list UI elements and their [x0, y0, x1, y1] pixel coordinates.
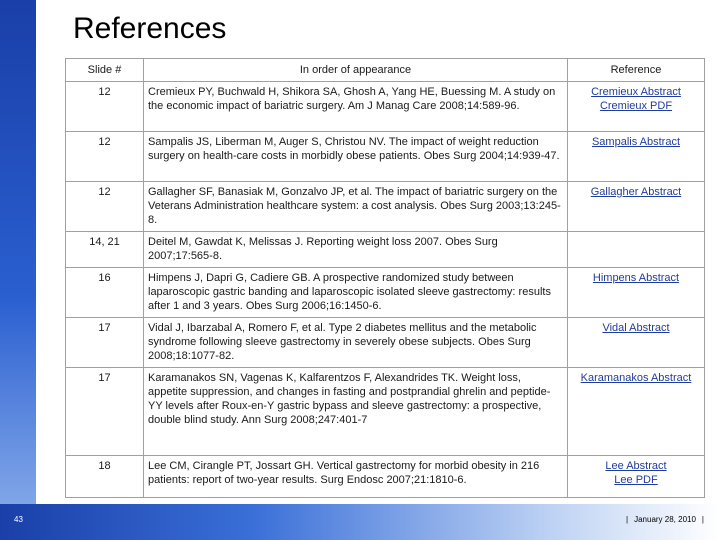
reference-link[interactable]: Lee PDF [614, 474, 658, 486]
reference-link[interactable]: Sampalis Abstract [591, 136, 681, 148]
table-row [66, 232, 705, 268]
left-decorative-bar [0, 0, 36, 540]
citation-cell: Himpens J, Dapri G, Cadiere GB. A prospective randomized study between laparoscopic gastric banding and laparoscopic isolated sleeve gastrectomy: results after 1 and 3 years. Obes Surg 2006;16:1450-6. [144, 268, 568, 318]
table-row [66, 182, 705, 232]
citation-cell: Karamanakos SN, Vagenas K, Kalfarentzos F, Alexandrides TK. Weight loss, appetite suppression, and changes in fasting and postprandial ghrelin and peptide-YY levels after Roux-en-Y gastric bypass and sleeve gastrectomy: a prospective, double blind study. Ann Surg 2008;247:401-7 [144, 368, 568, 456]
header-reference: Reference [568, 59, 705, 82]
slide-number-cell: 16 [66, 268, 144, 318]
table-row [66, 318, 705, 368]
reference-links-cell [568, 232, 705, 268]
citation-cell: Vidal J, Ibarzabal A, Romero F, et al. Type 2 diabetes mellitus and the metabolic syndrome following sleeve gastrectomy in severely obese subjects. Obes Surg 2008;18:1077-82. [144, 318, 568, 368]
table-row [66, 132, 705, 182]
reference-links-cell [568, 182, 705, 232]
citation-cell: Deitel M, Gawdat K, Melissas J. Reporting weight loss 2007. Obes Surg 2007;17:565-8. [144, 232, 568, 268]
slide-number-cell: 17 [66, 368, 144, 456]
reference-links-cell [568, 132, 705, 182]
table-row [66, 368, 705, 456]
footer-separator-left: | [626, 515, 629, 524]
slide-number-cell: 17 [66, 318, 144, 368]
reference-link[interactable]: Karamanakos Abstract [580, 372, 692, 384]
reference-links-cell [568, 318, 705, 368]
slide-number-cell: 12 [66, 82, 144, 132]
reference-link[interactable]: Cremieux PDF [599, 100, 673, 112]
page-title: References [73, 12, 227, 45]
reference-link[interactable]: Cremieux Abstract [591, 86, 681, 98]
footer-date [620, 515, 710, 524]
header-order: In order of appearance [144, 59, 568, 82]
citation-cell: Lee CM, Cirangle PT, Jossart GH. Vertical gastrectomy for morbid obesity in 216 patients: report of two-year results. Surg Endosc 2007;21:1810-6. [144, 456, 568, 498]
citation-cell: Sampalis JS, Liberman M, Auger S, Christou NV. The impact of weight reduction surgery on health-care costs in morbidly obese patients. Obes Surg 2004;14:939-47. [144, 132, 568, 182]
reference-links-cell [568, 268, 705, 318]
slide-number: 43 [14, 515, 23, 524]
table-row [66, 456, 705, 498]
reference-links-cell [568, 82, 705, 132]
table-header-row [66, 59, 705, 82]
slide-number-cell: 14, 21 [66, 232, 144, 268]
reference-link[interactable]: Gallagher Abstract [590, 186, 682, 198]
slide-number-cell: 18 [66, 456, 144, 498]
reference-link[interactable]: Vidal Abstract [602, 322, 670, 334]
citation-cell: Cremieux PY, Buchwald H, Shikora SA, Ghosh A, Yang HE, Buessing M. A study on the economic impact of bariatric surgery. Am J Manag Care 2008;14:589-96. [144, 82, 568, 132]
table-row [66, 82, 705, 132]
bottom-decorative-bar [0, 504, 720, 540]
table-row [66, 268, 705, 318]
footer-separator-right: | [701, 515, 704, 524]
reference-link[interactable]: Himpens Abstract [592, 272, 680, 284]
citation-cell: Gallagher SF, Banasiak M, Gonzalvo JP, et al. The impact of bariatric surgery on the Veterans Administration healthcare system: a cost analysis. Obes Surg 2003;13:245-8. [144, 182, 568, 232]
slide-number-cell: 12 [66, 132, 144, 182]
reference-links-cell [568, 456, 705, 498]
reference-links-cell [568, 368, 705, 456]
reference-link[interactable]: Lee Abstract [605, 460, 667, 472]
references-table [65, 58, 705, 498]
footer-date-text: January 28, 2010 [634, 515, 696, 524]
slide-number-cell: 12 [66, 182, 144, 232]
header-slide: Slide # [66, 59, 144, 82]
